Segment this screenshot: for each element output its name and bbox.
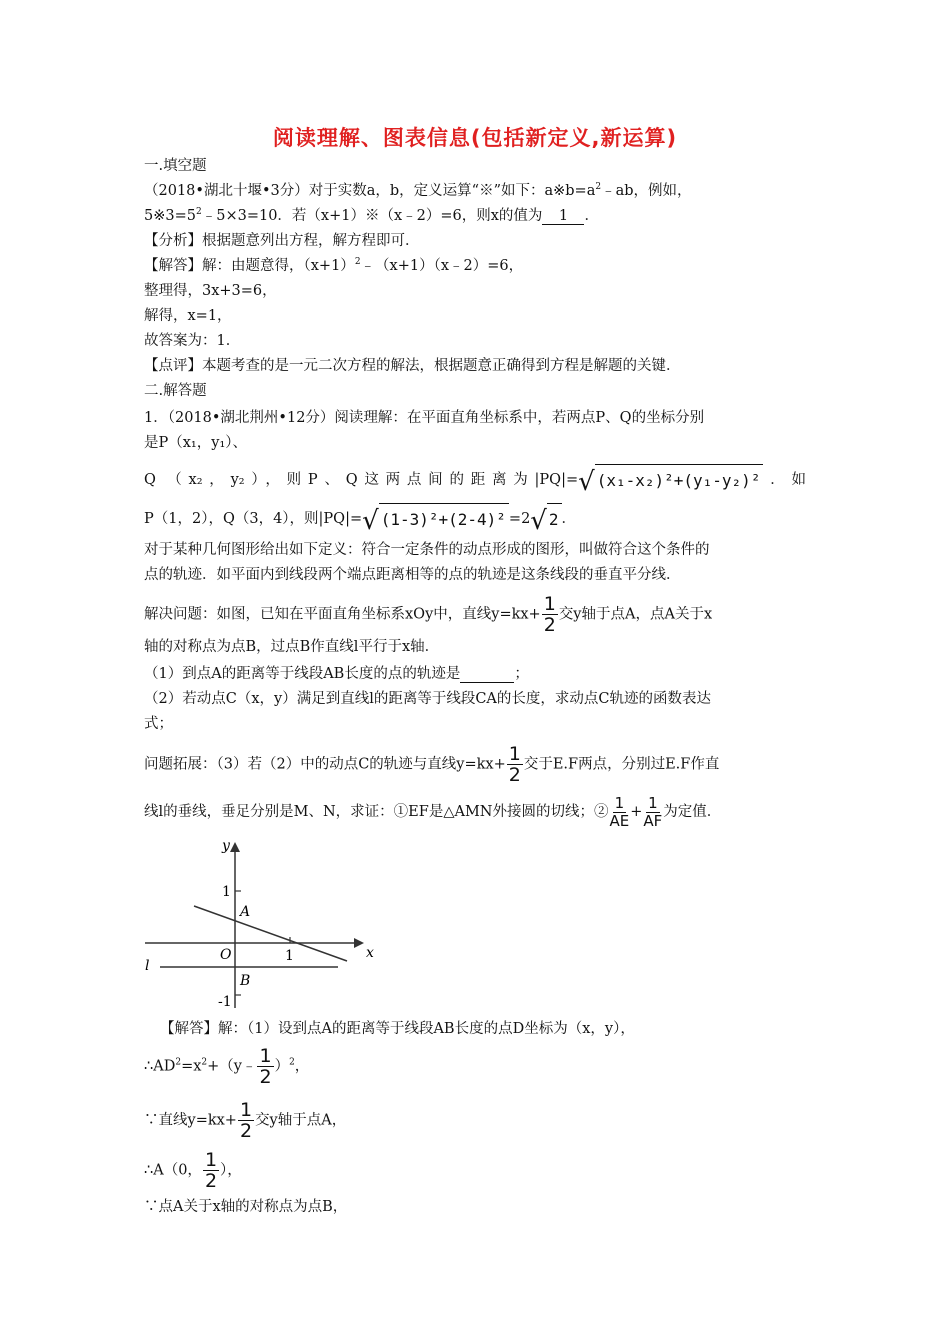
question-2-line-1: 1．（2018•湖北荆州•12分）阅读理解：在平面直角坐标系中，若两点P、Q的坐标分别 — [144, 410, 705, 426]
section-heading-fill-in: 一.填空题 — [144, 158, 207, 174]
part-1-line: （1）到点A的距离等于线段AB长度的点的轨迹是 ； — [144, 666, 529, 682]
half-fraction: $\frac{1}{2}$ — [543, 593, 556, 636]
solution-line-4: 故答案为：1． — [144, 333, 241, 349]
extension-line-2: 线l的垂线，垂足分别是M、N，求证：①EF是△AMN外接圆的切线；② $\frac{1}{AE}$ + $\frac{1}{AF}$ 为定值． — [144, 793, 722, 830]
analysis-line: 【分析】根据题意列出方程，解方程即可． — [144, 233, 420, 249]
answer-line-3: ∵直线y=kx+ $\frac{1}{2}$ 交y轴于点A， — [144, 1099, 347, 1142]
definition-line-2: 点的轨迹．如平面内到线段两个端点距离相等的点的轨迹是这条线段的垂直平分线． — [144, 567, 681, 583]
solution-line-2: 整理得，3x+3=6， — [144, 283, 277, 299]
question-2-line-2: 是P（x₁，y₁）、 — [144, 435, 248, 451]
distance-formula: √ (x₁-x₂)²+(y₁-y₂)² — [578, 464, 763, 496]
y-axis-arrow-icon — [230, 842, 240, 852]
extension-line-1: 问题拓展：（3）若（2）中的动点C的轨迹与直线y=kx+ $\frac{1}{2}$ 交于E.F两点，分别过E.F作直 — [144, 743, 720, 786]
coordinate-graph — [140, 834, 380, 1014]
line-l-label: l — [145, 958, 150, 974]
answer-line-2: $\therefore AD^2=x^2+(y﹣$ $\frac{1}{2}$ ）$^2$， — [144, 1045, 310, 1088]
tick-label-y-1: 1 — [222, 884, 231, 900]
tick-label-x-1: 1 — [285, 948, 294, 964]
origin-label: O — [220, 947, 232, 963]
question-2-line-3: Q （x₂，y₂），则P、Q这两点间的距离为|PQ|=√ (x₁-x₂)²+(y₁-y₂)² ．如 — [144, 464, 806, 496]
question-2-line-4: P（1，2），Q（3，4），则|PQ|=√ (1-3)²+(2-4)² =2√ 2 ． — [144, 503, 576, 535]
point-b-label: B — [240, 973, 251, 989]
solution-line-3: 解得，x=1， — [144, 308, 232, 324]
line-kx-half — [194, 906, 347, 961]
answer-line-4: ∴A（0， $\frac{1}{2}$ ）， — [144, 1149, 242, 1192]
comment-line: 【点评】本题考查的是一元二次方程的解法，根据题意正确得到方程是解题的关键． — [144, 358, 681, 374]
y-axis-label: y — [222, 838, 230, 854]
answer-line-5: ∵点A关于x轴的对称点为点B， — [144, 1199, 348, 1215]
problem-line-2: 轴的对称点为点B，过点B作直线l平行于x轴． — [144, 639, 440, 655]
answer-blank: 1 — [542, 208, 584, 225]
part-2-line-1: （2）若动点C（x，y）满足到直线l的距离等于线段CA的长度，求动点C轨迹的函数表达 — [144, 691, 711, 707]
fraction-1-over-af: $\frac{1}{AF}$ — [643, 793, 663, 830]
example-formula: √ (1-3)²+(2-4)² — [362, 503, 509, 535]
question-1-line-2: $5※3=5^2﹣5\times 3=10$．若（x+1）※（x﹣2）=6，则x的值为 1 ． — [144, 207, 599, 224]
x-axis-label: x — [366, 945, 374, 961]
problem-line-1: 解决问题：如图，已知在平面直角坐标系xOy中，直线y=kx+ $\frac{1}{2}$ 交y轴于点A，点A关于x — [144, 593, 713, 636]
x-axis-arrow-icon — [354, 938, 364, 948]
answer-line-1: 【解答】解：（1）设到点A的距离等于线段AB长度的点D坐标为（x，y）， — [160, 1021, 635, 1037]
point-a-label: A — [240, 904, 251, 920]
tick-label-y-minus-1: -1 — [218, 994, 232, 1010]
question-1-line-1: （2018•湖北十堰•3分）对于实数a，b，定义运算“※”如下：$a※b=a^2﹣ab$，例如， — [144, 182, 692, 199]
part-2-line-2: 式； — [144, 716, 173, 732]
page-title: 阅读理解、图表信息(包括新定义,新运算) — [272, 126, 678, 150]
section-heading-answer: 二.解答题 — [144, 383, 207, 399]
definition-line-1: 对于某种几何图形给出如下定义：符合一定条件的动点形成的图形，叫做符合这个条件的 — [144, 542, 710, 558]
solution-line-1: 【解答】解：由题意得，$(x+1)^2﹣(x+1)(x﹣2)=6$， — [144, 257, 524, 274]
fraction-1-over-ae: $\frac{1}{AE}$ — [609, 793, 630, 830]
